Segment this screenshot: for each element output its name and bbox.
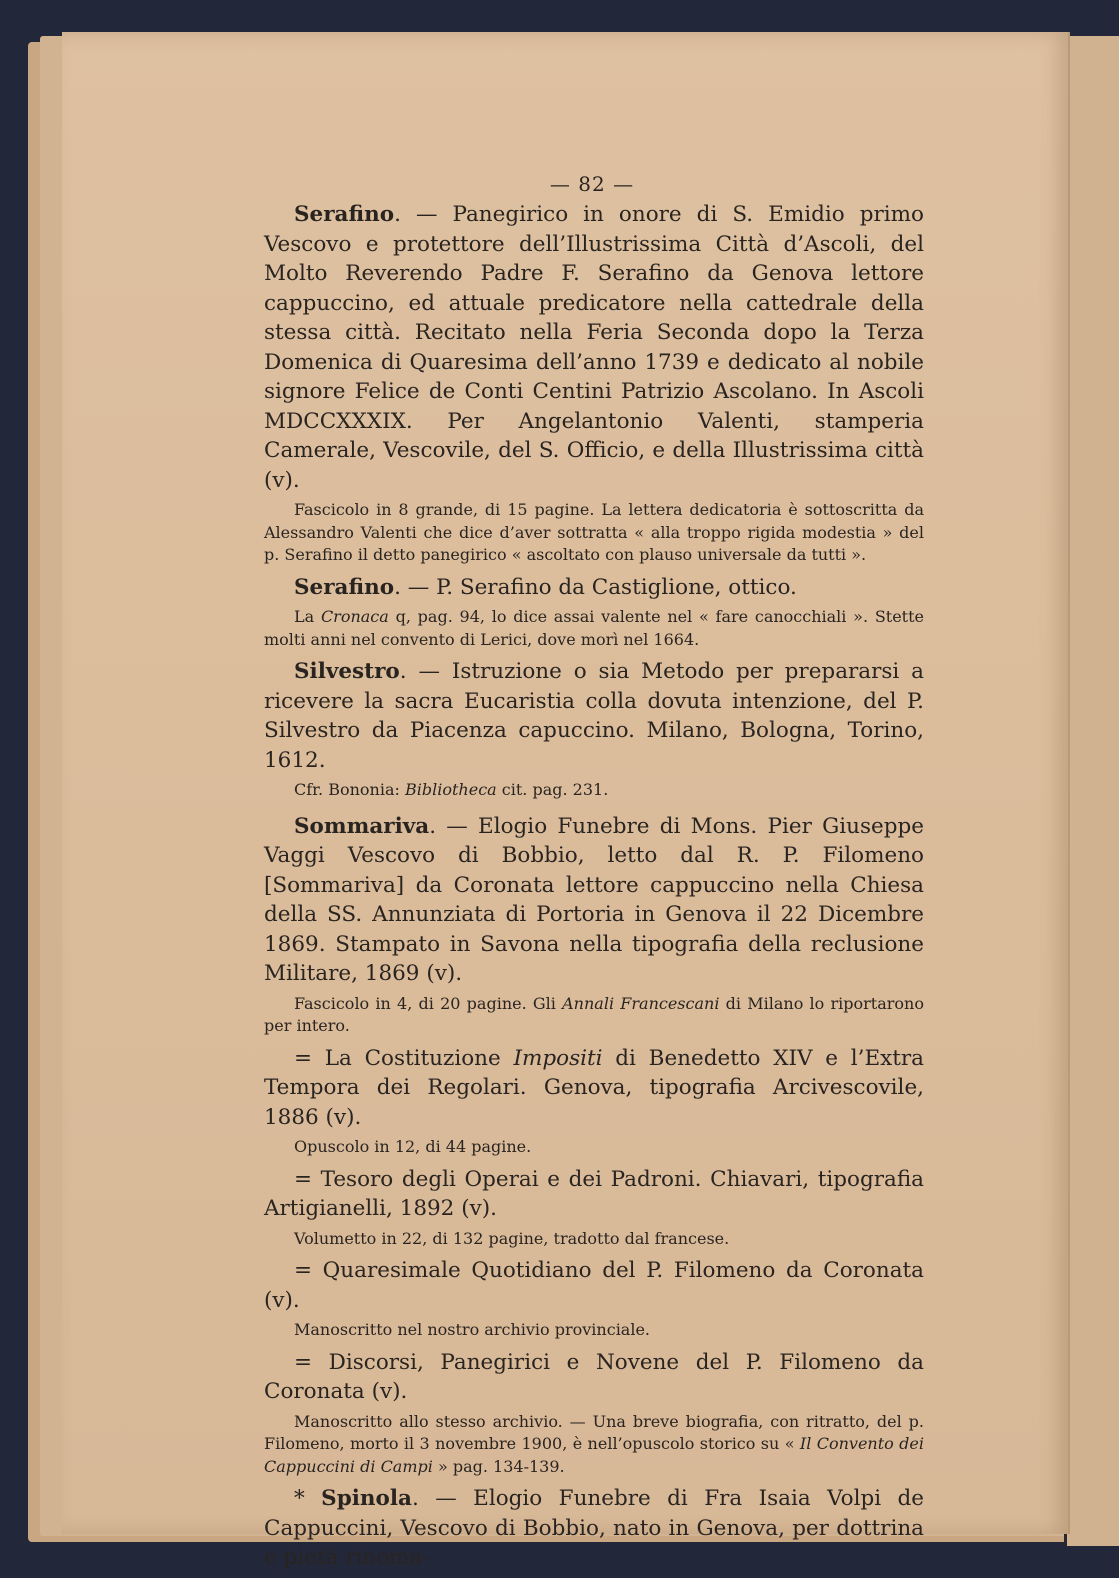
entry-heading: Serafino: [294, 202, 395, 227]
note: La Cronaca q, pag. 94, lo dice assai valente nel « fare canocchiali ». Stette molti anni nel convento di Lerici, dove morì nel 1664.: [264, 607, 925, 649]
note: Opuscolo in 12, di 44 pagine.: [294, 1137, 532, 1156]
entry-heading: Serafino: [294, 574, 395, 600]
book-page: [62, 32, 1070, 1570]
entry-heading: Sommariva: [294, 813, 430, 839]
note: Fascicolo in 8 grande, di 15 pagine. La lettera dedicatoria è sottoscritta da Alessandro Valenti che dice d’aver sottratta « alla troppo rigida modestia » del p. Serafino il detto panegirico « ascoltato con plauso universale da tutti ».: [264, 500, 924, 564]
entry-heading: Spinola: [321, 1486, 412, 1511]
note: Cfr. Bononia: Bibliotheca cit. pag. 231.: [294, 780, 609, 799]
note: Volumetto in 22, di 132 pagine, tradotto dal francese.: [294, 1228, 730, 1248]
note: Manoscritto allo stesso archivio. — Una breve biografia, con ritratto, del p. Filomeno, morto il 3 novembre 1900, è nell’opuscolo storico su « Il Convento dei Cappuccini di Campi » pag. 134-139.: [264, 1411, 924, 1476]
entry-serafino-genova: Serafino. — Panegirico in onore di S. Emidio primo Vescovo e protettore dell’Illustrissima Città d’Ascoli, del Molto Reverendo Padre F. Serafino da Genova lettore cappuccino, ed attuale predicatore nella cattedrale della stessa città. Recitato nella Feria Seconda dopo la Terza Domenica di Quaresima dell’anno 1739 e dedicato al nobile signore Felice de Conti Centini Patrizio Ascolano. In Ascoli MDCCXXXIX. Per Angelantonio Valenti, stamperia Camerale, Vescovile, del S. Officio, e della Illustrissima città (v).: [264, 202, 924, 493]
page-text: [264, 172, 924, 1573]
note: Fascicolo in 4, di 20 pagine. Gli Annali Francescani di Milano lo riportarono per intero.: [264, 993, 924, 1035]
entry-spinola: * Spinola. — Elogio Funebre di Fra Isaia Volpi de Cappuccini, Vescovo di Bobbio, nato in Genova, per dottrina e pietà rinoma-: [264, 1486, 924, 1570]
adjacent-page-edge: [1064, 36, 1119, 1546]
note: Manoscritto nel nostro archivio provinciale.: [294, 1320, 651, 1339]
entry-silvestro: Silvestro. — Istruzione o sia Metodo per prepararsi a ricevere la sacra Eucaristia colla dovuta intenzione, del P. Silvestro da Piacenza capuccino. Milano, Bologna, Torino, 1612.: [264, 659, 924, 773]
page-number: — 82 —: [549, 172, 635, 196]
entry-serafino-castiglione: Serafino. — P. Serafino da Castiglione, ottico.: [294, 574, 797, 600]
entry-sommariva: Sommariva. — Elogio Funebre di Mons. Pier Giuseppe Vaggi Vescovo di Bobbio, letto dal R. P. Filomeno [Sommariva] da Coronata lettore cappuccino nella Chiesa della SS. Annunziata di Portoria in Genova il 22 Dicembre 1869. Stampato in Savona nella tipografia della reclusione Militare, 1869 (v).: [264, 813, 924, 986]
entry-costituzione: = La Costituzione Impositi di Benedetto XIV e l’Extra Tempora dei Regolari. Genova, tipografia Arcivescovile, 1886 (v).: [264, 1045, 924, 1130]
entry-tesoro: = Tesoro degli Operai e dei Padroni. Chiavari, tipografia Artigianelli, 1892 (v).: [264, 1166, 924, 1221]
entry-heading: Silvestro: [294, 659, 400, 684]
entry-discorsi: = Discorsi, Panegirici e Novene del P. Filomeno da Coronata (v).: [264, 1349, 924, 1404]
entry-quaresimale: = Quaresimale Quotidiano del P. Filomeno da Coronata (v).: [264, 1258, 924, 1313]
